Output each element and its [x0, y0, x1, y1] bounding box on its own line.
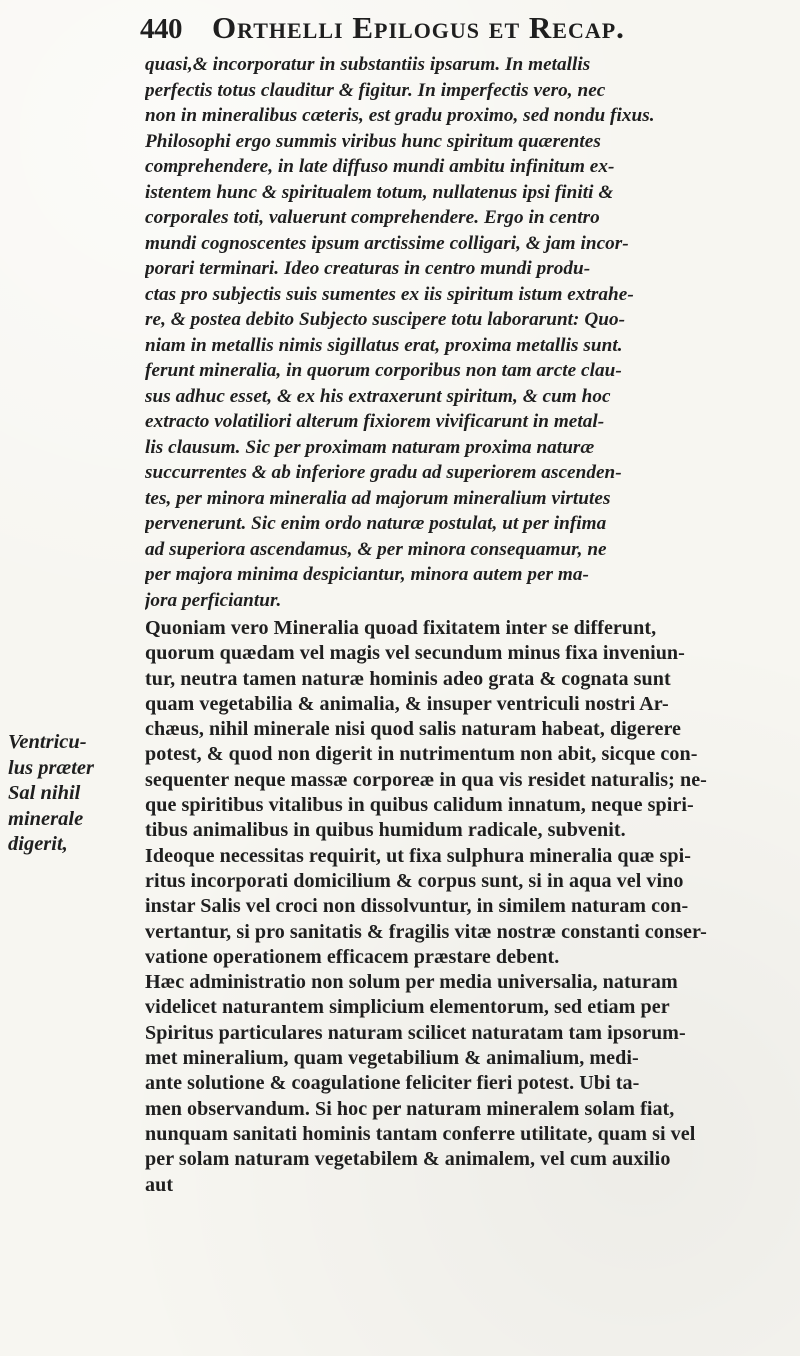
roman-line: tibus animalibus in quibus humidum radicale, subvenit. — [145, 819, 626, 842]
roman-line: que spiritibus vitalibus in quibus calidum innatum, neque spiri- — [145, 794, 694, 817]
roman-line: quam vegetabilia & animalia, & insuper ventriculi nostri Ar- — [145, 692, 669, 715]
page-number: 440 — [140, 13, 182, 45]
italic-paragraph — [145, 52, 773, 613]
italic-line: ferunt mineralia, in quorum corporibus non tam arcte clau- — [145, 360, 622, 381]
italic-line: succurrentes & ab inferiore gradu ad superiorem ascenden- — [145, 462, 622, 483]
margin-note-line: minerale — [8, 807, 84, 830]
italic-line: extracto volatiliori alterum fixiorem vivificarunt in metal- — [145, 411, 605, 432]
roman-line: sequenter neque massæ corporeæ in qua vis residet naturalis; ne- — [145, 768, 707, 791]
roman-line: quorum quædam vel magis vel secundum minus fixa inveniun- — [145, 642, 685, 665]
margin-note-line: lus præter — [8, 756, 95, 779]
roman-line: met mineralium, quam vegetabilium & animalium, medi- — [145, 1047, 639, 1070]
roman-line: chæus, nihil minerale nisi quod salis naturam habeat, digerere — [145, 718, 682, 741]
italic-line: perfectis totus clauditur & figitur. In imperfectis vero, nec — [145, 79, 606, 101]
roman-line: instar Salis vel croci non dissolvuntur, in similem naturam con- — [145, 895, 689, 918]
italic-line: lis clausum. Sic per proximam naturam proxima naturæ — [145, 436, 595, 458]
italic-line: porari terminari. Ideo creaturas in centro mundi produ- — [145, 258, 591, 279]
italic-line: non in mineralibus cæteris, est gradu proximo, sed nondu fixus. — [145, 105, 655, 126]
margin-note-line: Ventricu- — [8, 731, 87, 753]
roman-line: per solam naturam vegetabilem & animalem, vel cum auxilio — [145, 1148, 671, 1171]
italic-line: sus adhuc esset, & ex his extraxerunt spiritum, & cum hoc — [145, 385, 611, 407]
main-text — [145, 52, 773, 1344]
roman-line: vertantur, si pro sanitatis & fragilis vitæ nostræ constanti conser- — [145, 920, 707, 943]
margin-note-line: Sal nihil — [8, 782, 81, 804]
roman-line: Hæc administratio non solum per media universalia, naturam — [145, 971, 678, 994]
italic-line: tes, per minora mineralia ad majorum mineralium virtutes — [145, 487, 611, 509]
margin-note-line: digerit, — [8, 833, 68, 855]
roman-line: vatione operationem efficacem præstare debent. — [145, 945, 560, 968]
italic-line: istentem hunc & spiritualem totum, nullatenus ipsi finiti & — [145, 181, 614, 203]
roman-line: Quoniam vero Mineralia quoad fixitatem inter se differunt, — [145, 617, 657, 639]
roman-line: videlicet naturantem simplicium elementorum, sed etiam per — [145, 996, 670, 1019]
italic-line: corporales toti, valuerunt comprehendere. Ergo in centro — [145, 207, 600, 228]
roman-line: nunquam sanitati hominis tantam conferre utilitate, quam si vel — [145, 1122, 696, 1145]
italic-line: Philosophi ergo summis viribus hunc spiritum quærentes — [145, 130, 601, 152]
roman-line: ante solutione & coagulatione feliciter fieri potest. Ubi ta- — [145, 1072, 640, 1095]
italic-line: jora perficiantur. — [145, 589, 282, 611]
roman-line: potest, & quod non digerit in nutrimentum non abit, sicque con- — [145, 743, 698, 766]
italic-line: pervenerunt. Sic enim ordo naturæ postulat, ut per infima — [145, 513, 607, 534]
roman-line: aut — [145, 1173, 174, 1196]
italic-line: mundi cognoscentes ipsum arctissime colligari, & jam incor- — [145, 232, 629, 254]
roman-line: tur, neutra tamen naturæ hominis adeo grata & cognata sunt — [145, 667, 671, 690]
roman-line: ritus incorporati domicilium & corpus sunt, si in aqua vel vino — [145, 869, 684, 892]
margin-note — [8, 730, 138, 858]
roman-line: Ideoque necessitas requirit, ut fixa sulphura mineralia quæ spi- — [145, 844, 691, 867]
page-header — [140, 10, 768, 46]
roman-paragraph — [145, 616, 773, 1198]
italic-line: comprehendere, in late diffuso mundi ambitu infinitum ex- — [145, 156, 615, 177]
italic-line: per majora minima despiciantur, minora autem per ma- — [145, 564, 589, 585]
italic-line: quasi,& incorporatur in substantiis ipsarum. In metallis — [145, 54, 591, 75]
italic-line: ctas pro subjectis suis sumentes ex iis spiritum istum extrahe- — [145, 283, 634, 305]
italic-line: niam in metallis nimis sigillatus erat, proxima metallis sunt. — [145, 334, 623, 356]
italic-line: re, & postea debito Subjecto suscipere totu laborarunt: Quo- — [145, 309, 626, 330]
roman-line: men observandum. Si hoc per naturam mineralem solam fiat, — [145, 1097, 675, 1120]
roman-line: Spiritus particulares naturam scilicet naturatam tam ipsorum- — [145, 1021, 686, 1044]
running-title: Orthelli Epilogus et Recap. — [212, 10, 625, 45]
italic-line: ad superiora ascendamus, & per minora consequamur, ne — [145, 538, 607, 560]
